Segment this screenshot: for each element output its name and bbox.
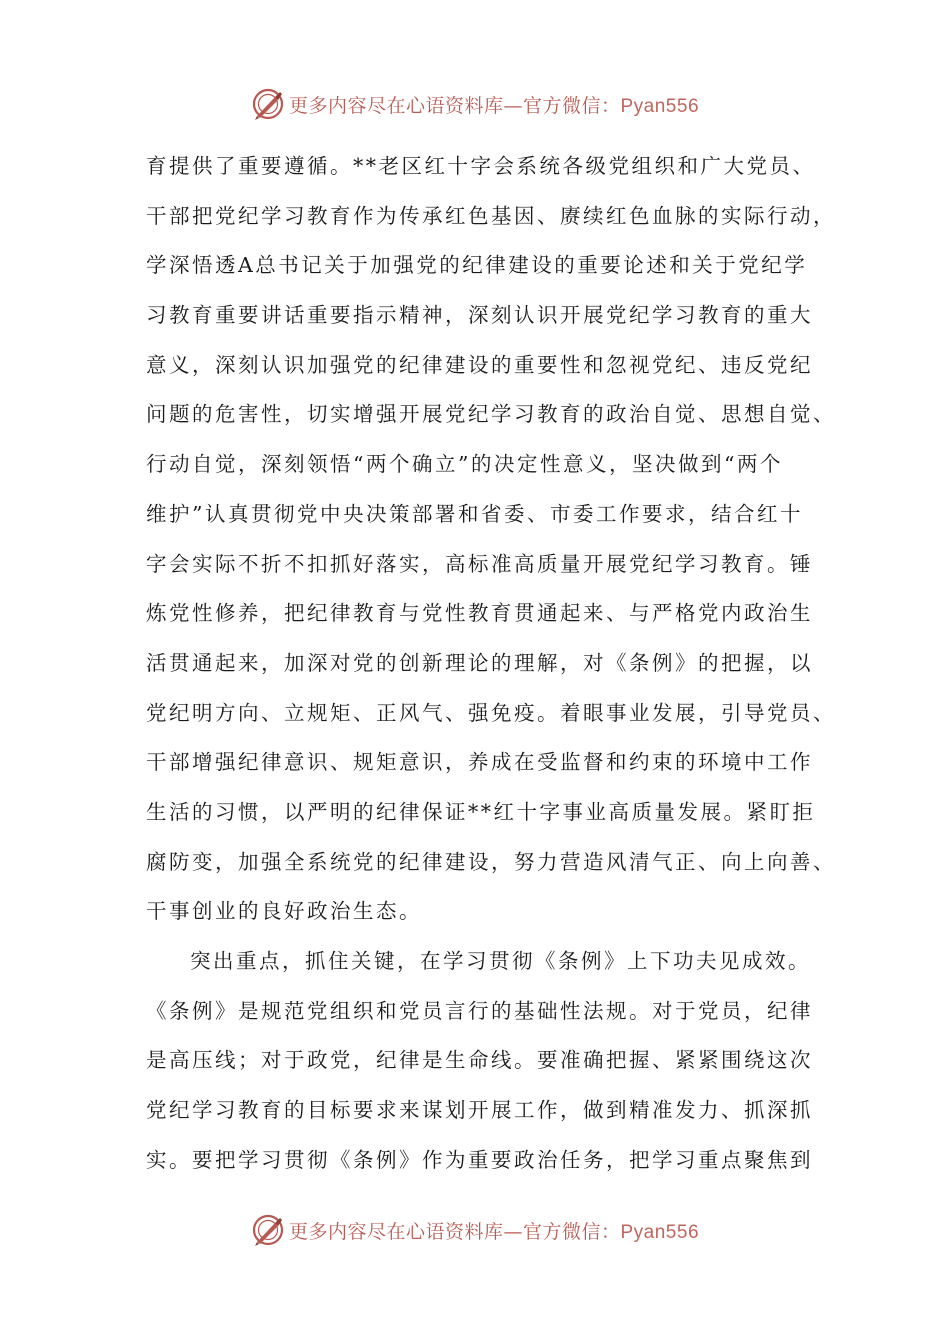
watermark-id: Pyan556: [620, 95, 700, 117]
text-line: 意义，深刻认识加强党的纪律建设的重要性和忽视党纪、违反党纪: [146, 352, 813, 377]
text-line: 维护”认真贯彻党中央决策部署和省委、市委工作要求，结合红十: [146, 501, 803, 526]
text-line: 《条例》是规范党组织和党员言行的基础性法规。对于党员，纪律: [146, 998, 813, 1023]
text-line: 干部增强纪律意识、规矩意识，养成在受监督和约束的环境中工作: [146, 750, 813, 775]
watermark-id: Pyan556: [620, 1221, 700, 1243]
text-line: 腐防变，加强全系统党的纪律建设，努力营造风清气正、向上向善、: [146, 849, 836, 874]
text-line: 干部把党纪学习教育作为传承红色基因、赓续红色血脉的实际行动，: [146, 203, 836, 228]
text-line: 学深悟透A总书记关于加强党的纪律建设的重要论述和关于党纪学: [146, 253, 808, 278]
text-line: 行动自觉，深刻领悟“两个确立”的决定性意义，坚决做到“两个: [146, 452, 783, 477]
text-line: 是高压线；对于政党，纪律是生命线。要准确把握、紧紧围绕这次: [146, 1048, 813, 1073]
watermark-footer: [0, 1210, 950, 1250]
watermark-text: 更多内容尽在心语资料库—官方微信：Pyan556: [288, 1220, 700, 1243]
paragraph-start-line: 突出重点，抓住关键，在学习贯彻《条例》上下功夫见成效。: [190, 949, 811, 973]
document-body: [146, 142, 836, 1185]
watermark-text: 更多内容尽在心语资料库—官方微信：Pyan556: [288, 94, 700, 117]
text-line: 问题的危害性，切实增强开展党纪学习教育的政治自觉、思想自觉、: [146, 402, 836, 427]
text-line: 习教育重要讲话重要指示精神，深刻认识开展党纪学习教育的重大: [146, 303, 813, 328]
pen-circle-logo-icon: [251, 1213, 285, 1247]
text-line: 生活的习惯，以严明的纪律保证**红十字事业高质量发展。紧盯拒: [146, 799, 816, 824]
text-line: 育提供了重要遵循。**老区红十字会系统各级党组织和广大党员、: [146, 154, 816, 178]
text-line: 炼党性修养，把纪律教育与党性教育贯通起来、与严格党内政治生: [146, 601, 813, 626]
text-line: 党纪学习教育的目标要求来谋划开展工作，做到精准发力、抓深抓: [146, 1098, 813, 1123]
watermark-header: [0, 84, 950, 124]
text-line: 党纪明方向、立规矩、正风气、强免疫。着眼事业发展，引导党员、: [146, 700, 836, 725]
text-line: 字会实际不折不扣抓好落实，高标准高质量开展党纪学习教育。锤: [146, 551, 813, 576]
text-line: 活贯通起来，加深对党的创新理论的理解，对《条例》的把握，以: [146, 650, 813, 675]
text-line: 干事创业的良好政治生态。: [146, 899, 422, 924]
text-line: 实。要把学习贯彻《条例》作为重要政治任务，把学习重点聚焦到: [146, 1147, 813, 1172]
pen-circle-logo-icon: [251, 87, 285, 121]
